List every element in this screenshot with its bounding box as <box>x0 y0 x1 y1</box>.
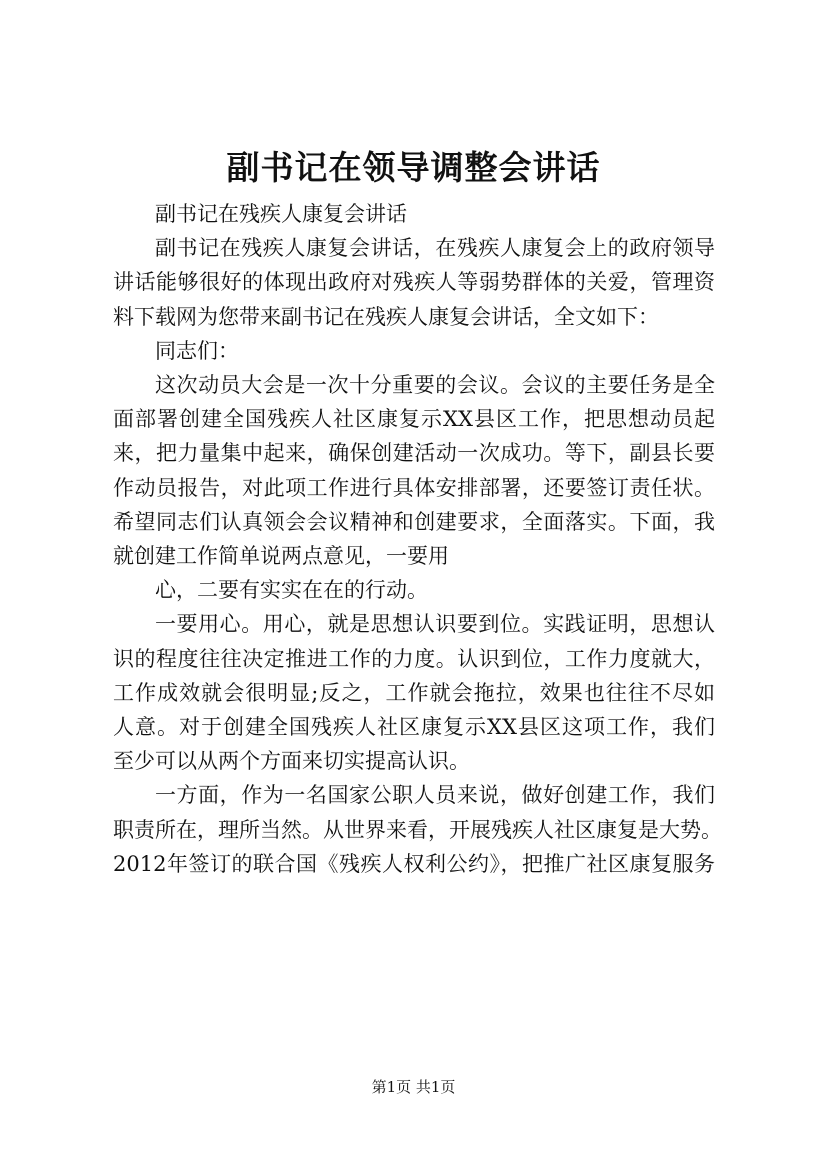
body-line: 讲话能够很好的体现出政府对残疾人等弱势群体的关爱，管理资 <box>113 270 715 295</box>
body-line: 职责所在，理所当然。从世界来看，开展残疾人社区康复是大势。 <box>113 817 722 842</box>
document-title: 副书记在领导调整会讲话 <box>226 148 601 187</box>
body-line: 识的程度往往决定推进工作的力度。认识到位，工作力度就大， <box>113 646 715 671</box>
body-line: 这次动员大会是一次十分重要的会议。会议的主要任务是全 <box>155 373 715 398</box>
body-line: 一要用心。用心，就是思想认识要到位。实践证明，思想认 <box>155 612 715 637</box>
body-line: 面部署创建全国残疾人社区康复示XX县区工作，把思想动员起 <box>113 407 715 432</box>
body-line: 作动员报告，对此项工作进行具体安排部署，还要签订责任状。 <box>113 475 715 500</box>
body-line: 来，把力量集中起来，确保创建活动一次成功。等下，副县长要 <box>113 441 715 466</box>
body-line: 料下载网为您带来副书记在残疾人康复会讲话，全文如下： <box>113 304 659 329</box>
document-body <box>113 197 722 881</box>
body-line: 一方面，作为一名国家公职人员来说，做好创建工作，我们 <box>155 783 715 808</box>
body-line: 2012年签订的联合国《残疾人权利公约》，把推广社区康复服务 <box>113 851 715 876</box>
page-footer: 第1页 共1页 <box>371 1078 456 1096</box>
body-line: 心，二要有实实在在的行动。 <box>155 578 428 603</box>
body-line: 副书记在残疾人康复会讲话，在残疾人康复会上的政府领导 <box>155 236 715 261</box>
body-line: 人意。对于创建全国残疾人社区康复示XX县区这项工作，我们 <box>113 715 715 740</box>
body-line: 希望同志们认真领会会议精神和创建要求，全面落实。下面，我 <box>113 509 715 534</box>
body-line: 就创建工作简单说两点意见，一要用 <box>113 544 449 569</box>
body-line: 至少可以从两个方面来切实提高认识。 <box>113 749 470 774</box>
body-line: 工作成效就会很明显;反之，工作就会拖拉，效果也往往不尽如 <box>113 680 715 705</box>
subtitle-line: 副书记在残疾人康复会讲话 <box>155 202 407 226</box>
salutation-line: 同志们： <box>155 338 239 363</box>
